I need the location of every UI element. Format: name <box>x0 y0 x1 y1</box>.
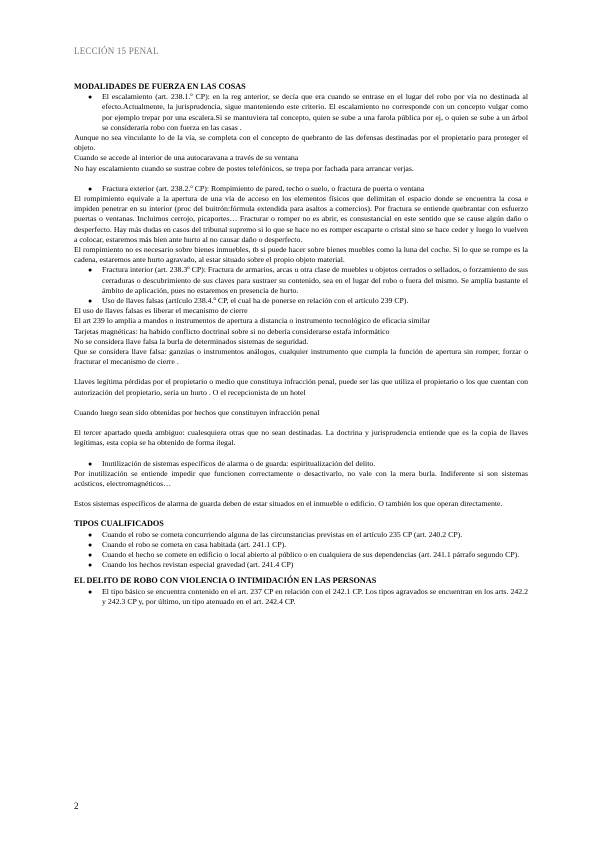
bullet-icon: ● <box>88 93 93 102</box>
paragraph: El tercer apartado queda ambiguo: cualesquiera otras que no sean destinadas. La doctrina y jurisprudencia entiende que es la copia de llaves legítimas, esta copia se ha obtenido de forma ilegal. <box>74 428 528 448</box>
bullet-icon: ● <box>88 540 93 549</box>
bullet-item <box>74 296 528 306</box>
spacer <box>74 418 528 428</box>
bullet-icon: ● <box>88 184 93 193</box>
paragraph: Tarjetas magnéticas: ha habido conflicto doctrinal sobre si no debería considerarse estafa informático <box>74 326 390 336</box>
bullet-item <box>74 184 528 194</box>
bullet-icon: ● <box>88 297 93 306</box>
spacer <box>74 174 528 184</box>
running-header: LECCIÓN 15 PENAL <box>74 46 159 56</box>
paragraph: Aunque no sea vinculante lo de la vía, se completa con el concepto de quebranto de las defensas destinadas por el propietario para proteger el objeto. <box>74 133 528 153</box>
spacer <box>74 509 528 519</box>
section-heading-violencia: EL DELITO DE ROBO CON VIOLENCIA O INTIMIDACIÓN EN LAS PERSONAS <box>74 576 377 586</box>
bullet-text: El escalamiento (art. 238.1.º CP): en la reg anterior, se decía que era cuando se entrase en el lugar del robo por vía no destinada al efecto.Actualmente, la jurisprudencia, sigue manteniendo este criterio. El escalamiento no corresponde con un concepto vulgar como por ejemplo trepar por una escalera.Si se mantuviera tal concepto, quien se sube a una farola pública por ej, o quien se sube a un árbol se consideraría robo con fuerza en las casas . <box>102 92 528 132</box>
paragraph: El art 239 lo amplía a mandos o instrumentos de apertura a distancia o instrumento tecnológico de eficacia similar <box>74 316 430 326</box>
document-body <box>74 82 528 607</box>
list-item <box>74 530 528 540</box>
bullet-icon: ● <box>88 459 93 468</box>
bullet-icon: ● <box>88 266 93 275</box>
bullet-item <box>74 92 528 133</box>
page-number: 2 <box>74 801 79 811</box>
spacer <box>74 367 528 377</box>
paragraph: El rompimiento no es necesario sobre bienes inmuebles, tb si puede hacer sobre bienes muebles como la luna del coche. Si lo que se rompe es la cadena, estaremos ante hurto agravado, al estar situado sobre el propio objeto material. <box>74 245 528 265</box>
bullet-icon: ● <box>88 550 93 559</box>
list-item <box>74 560 528 570</box>
list-item <box>74 550 528 560</box>
list-item <box>74 540 528 550</box>
paragraph: No se considera llave falsa la burla de determinados sistemas de seguridad. <box>74 336 309 346</box>
bullet-text: Cuando el robo se cometa en casa habitada (art. 241.1 CP). <box>102 539 287 549</box>
bullet-text: Cuando los hechos revistan especial gravedad (art. 241.4 CP) <box>102 560 294 570</box>
paragraph: El uso de llaves falsas es liberar el mecanismo de cierre <box>74 306 248 316</box>
bullet-icon: ● <box>88 587 93 596</box>
bullet-icon: ● <box>88 561 93 570</box>
paragraph: Por inutilización se entiende impedir que funcionen correctamente o desactivarlo, no vale con la mera burla. Indiferente si son sistemas acústicos, electromagnéticos… <box>74 468 528 488</box>
bullet-text: El tipo básico se encuentra contenido en el art. 237 CP en relación con el 242.1 CP. Los tipos agravados se encuentran en los arts. 242.2 y 242.3 CP y, por último, un tipo atenuado en el art. 242.4 CP. <box>102 586 528 606</box>
paragraph: No hay escalamiento cuando se sustrae cobre de postes telefónicos, se trepa por fachada para arrancar verjas. <box>74 163 414 173</box>
spacer <box>74 398 528 408</box>
spacer <box>74 489 528 499</box>
spacer <box>74 449 528 459</box>
paragraph: El rompimiento equivale a la apertura de una vía de acceso en los elementos físicos que delimitan el espacio donde se encuentra la cosa e impiden penetrar en su interior (proc del buitrón:fórmula extendida para asaltos a comercios). Por fractura se entiende quebrantar con esfuerzo puertas o ventanas. Incluimos cerrojo, picaportes… Fracturar o romper no es abrir, es consustancial en este sentido que se cause algún daño o desperfecto. Hay más dudas en casos del tribunal supremo si lo que se hace no es romper escaparte o cristal sino se hace ceder y luego lo vuelven a colocar, estaremos más bien ante hurto al no causar daño o desperfecto. <box>74 194 528 244</box>
bullet-item <box>74 459 528 469</box>
paragraph: Llaves legítima pérdidas por el propietario o medio que constituya infracción penal, puede ser las que utiliza el propietario o los que cuentan con autorización del propietario, sería un hurto . O el recepcionista de un hotel <box>74 377 528 397</box>
bullet-text: Fractura exterior (art. 238.2.º CP): Rompimiento de pared, techo o suelo, o fractura de puerta o ventana <box>102 183 425 193</box>
bullet-item <box>74 587 528 607</box>
section-heading-tipos: TIPOS CUALIFICADOS <box>74 519 164 529</box>
bullet-icon: ● <box>88 530 93 539</box>
paragraph: Cuando luego sean sido obtenidas por hechos que constituyen infracción penal <box>74 407 320 417</box>
bullet-text: Inutilización de sistemas específicos de alarma o de guarda: espiritualización del delito. <box>102 458 376 468</box>
bullet-item <box>74 265 528 296</box>
bullet-text: Fractura interior (art. 238.3º CP): Fractura de armarios, arcas u otra clase de muebles u objetos cerrados o sellados, o forzamiento de sus cerraduras o descubrimiento de sus claves para sustraer su contenido, sea en el lugar del robo o fuera del mismo. Se amplía bastante el ámbito de aplicación, pues no estaremos en presencia de hurto. <box>102 265 528 295</box>
section-heading-modalidades: MODALIDADES DE FUERZA EN LAS COSAS <box>74 82 246 91</box>
paragraph: Estos sistemas específicos de alarma de guarda deben de estar situados en el inmueble o edificio. O también los que operan directamente. <box>74 499 503 509</box>
bullet-text: Cuando el robo se cometa concurriendo alguna de las circunstancias previstas en el artículo 235 CP (art. 240.2 CP). <box>102 529 463 539</box>
paragraph: Que se considera llave falsa: ganzúas o instrumentos análogos, cualquier instrumento que cumpla la función de apertura sin romper, forzar o fracturar el mecanismo de cierre . <box>74 347 528 367</box>
bullet-text: Uso de llaves falsas (artículo 238.4.º CP, el cual ha de ponerse en relación con el artículo 239 CP). <box>102 296 409 306</box>
bullet-text: Cuando el hecho se comete en edificio o local abierto al público o en cualquiera de sus dependencias (art. 241.1 párrafo segundo CP). <box>102 549 520 559</box>
paragraph: Cuando se accede al interior de una autocaravana a través de su ventana <box>74 153 299 163</box>
